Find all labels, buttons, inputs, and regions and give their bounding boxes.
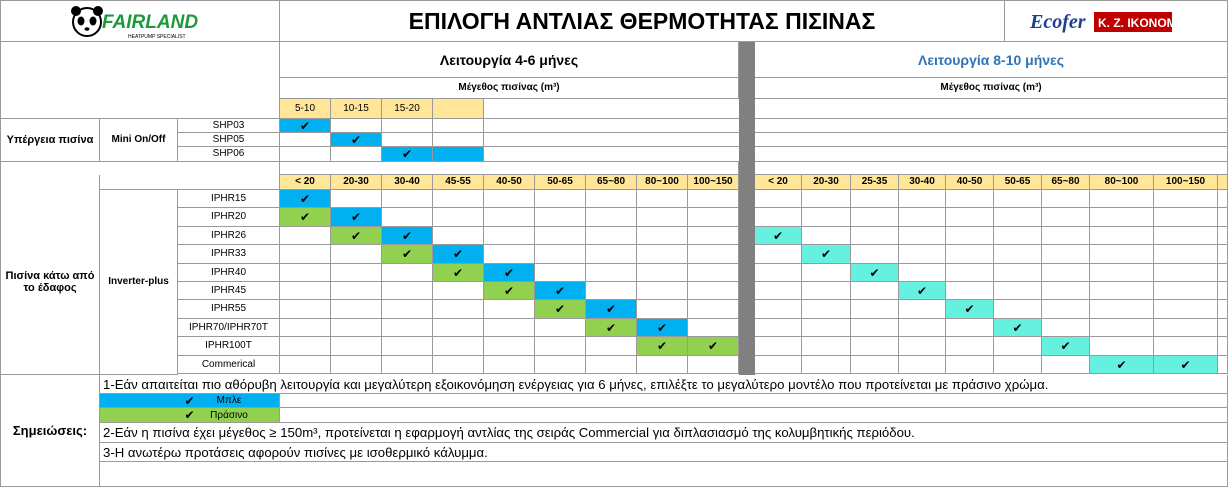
legend-blue-label: Μπλε <box>216 395 242 406</box>
grid-cell <box>899 208 946 227</box>
grid-cell <box>484 319 535 337</box>
grid-cell <box>484 337 535 356</box>
svg-text:FAIRLAND: FAIRLAND <box>102 12 199 33</box>
grid-cell <box>280 264 331 282</box>
legend-green-swatch: ✔ <box>100 408 280 423</box>
grid-cell <box>755 245 802 264</box>
grid-cell <box>1090 190 1154 208</box>
grid-cell <box>899 227 946 245</box>
size-header-8-10: 25-35 <box>851 175 899 190</box>
grid-cell <box>994 264 1042 282</box>
header-blank-8-10 <box>755 99 1228 119</box>
model-label: IPHR100T <box>178 337 280 356</box>
grid-cell <box>586 356 637 374</box>
model-label: SHP05 <box>178 133 280 147</box>
size-header-8-10: < 20 <box>755 175 802 190</box>
recommendation-green: ✔ <box>382 245 433 264</box>
notes-label: Σημειώσεις: <box>1 375 100 487</box>
grid-cell <box>899 356 946 374</box>
model-label: SHP03 <box>178 119 280 133</box>
grid-cell <box>755 300 802 319</box>
model-label: IPHR40 <box>178 264 280 282</box>
grid-cell <box>586 245 637 264</box>
grid-cell <box>851 282 899 300</box>
grid-cell <box>1042 282 1090 300</box>
grid-cell <box>899 337 946 356</box>
grid-cell-tail <box>1218 227 1228 245</box>
corner-blank <box>1 42 280 119</box>
grid-cell <box>755 319 802 337</box>
grid-cell <box>280 245 331 264</box>
grid-cell <box>994 227 1042 245</box>
grid-cell <box>1154 282 1218 300</box>
grid-cell <box>851 319 899 337</box>
above-ground-label: Υπέργεια πισίνα <box>1 119 100 162</box>
recommendation-8-10: ✔ <box>851 264 899 282</box>
grid-cell <box>802 227 851 245</box>
grid-cell <box>802 356 851 374</box>
grid-cell <box>1154 300 1218 319</box>
grid-cell <box>433 300 484 319</box>
grid-cell <box>946 356 994 374</box>
grid-cell <box>637 300 688 319</box>
size-header-4-6: 100~150 <box>688 175 739 190</box>
logo-fairland <box>0 0 280 42</box>
grid-cell <box>946 264 994 282</box>
recommendation-8-10: ✔ <box>1042 337 1090 356</box>
grid-cell-tail <box>1218 282 1228 300</box>
grid-cell <box>1090 208 1154 227</box>
grid-cell <box>994 300 1042 319</box>
grid-cell <box>688 319 739 337</box>
grid-cell <box>1154 208 1218 227</box>
size-header-8-10: 50-65 <box>994 175 1042 190</box>
svg-text:K. Z. IKONOMOU: K. Z. IKONOMOU <box>1098 16 1195 30</box>
model-label: IPHR55 <box>178 300 280 319</box>
size-header-4-6: 40-50 <box>484 175 535 190</box>
grid-cell <box>802 208 851 227</box>
recommendation-green: ✔ <box>637 337 688 356</box>
fairland-logo-icon <box>10 1 270 41</box>
grid-cell <box>331 245 382 264</box>
grid-cell <box>1042 300 1090 319</box>
grid-cell <box>484 208 535 227</box>
grid-cell <box>382 337 433 356</box>
grid-cell-tail <box>1218 356 1228 374</box>
grid-cell <box>1154 227 1218 245</box>
model-label: IPHR20 <box>178 208 280 227</box>
grid-cell <box>994 337 1042 356</box>
grid-cell <box>382 190 433 208</box>
grid-cell <box>688 208 739 227</box>
grid-cell <box>946 245 994 264</box>
in-ground-label: Πισίνα κάτω από το έδαφος <box>1 190 100 375</box>
spacer-8-10 <box>755 162 1228 175</box>
grid-cell <box>946 319 994 337</box>
grid-cell <box>1090 282 1154 300</box>
grid-cell <box>433 208 484 227</box>
recommendation-green: ✔ <box>331 227 382 245</box>
legend-blue-swatch: ✔ <box>100 394 280 408</box>
grid-cell <box>280 356 331 374</box>
grid-cell <box>535 319 586 337</box>
grid-cell <box>802 190 851 208</box>
recommendation-green: ✔ <box>535 300 586 319</box>
grid-cell-tail <box>1218 319 1228 337</box>
grid-cell <box>382 264 433 282</box>
grid-cell <box>755 282 802 300</box>
size-header-tail <box>1218 175 1228 190</box>
grid-cell <box>280 300 331 319</box>
grid-cell <box>280 319 331 337</box>
recommendation-blue: ✔ <box>484 264 535 282</box>
size-header-8-10: 20-30 <box>802 175 851 190</box>
grid-cell <box>637 208 688 227</box>
above-ground-size-header: 15-20 <box>382 99 433 119</box>
recommendation-blue: ✔ <box>586 300 637 319</box>
model-label: IPHR70/IPHR70T <box>178 319 280 337</box>
note-3: 3-Η ανωτέρω προτάσεις αφορούν πισίνες με ισοθερμικό κάλυμμα. <box>100 443 1228 462</box>
grid-cell <box>946 337 994 356</box>
grid-cell <box>851 190 899 208</box>
grid-cell <box>755 356 802 374</box>
grid-cell <box>1042 245 1090 264</box>
size-header-4-6: < 20 <box>280 175 331 190</box>
grid-cell <box>331 190 382 208</box>
page-title: ΕΠΙΛΟΓΗ ΑΝΤΛΙΑΣ ΘΕΡΜΟΤΗΤΑΣ ΠΙΣΙΝΑΣ <box>280 0 1005 42</box>
above-ground-group: Mini On/Off <box>100 119 178 162</box>
above-ground-size-header: 10-15 <box>331 99 382 119</box>
grid-cell <box>433 319 484 337</box>
grid-cell <box>331 356 382 374</box>
grid-cell <box>535 190 586 208</box>
season-divider <box>739 42 755 375</box>
recommendation-blue: ✔ <box>382 227 433 245</box>
operation-8-10-header: Λειτουργία 8-10 μήνες <box>755 42 1228 78</box>
recommendation-8-10: ✔ <box>755 227 802 245</box>
grid-cell <box>484 245 535 264</box>
recommendation-8-10: ✔ <box>994 319 1042 337</box>
model-label: SHP06 <box>178 147 280 162</box>
size-header-4-6: 80~100 <box>637 175 688 190</box>
grid-cell-tail <box>1218 190 1228 208</box>
grid-cell-tail <box>1218 245 1228 264</box>
recommendation-8-10: ✔ <box>899 282 946 300</box>
grid-cell-blank <box>484 119 739 133</box>
pool-size-label-4-6: Μέγεθος πισίνας (m³) <box>280 78 739 99</box>
grid-cell <box>688 190 739 208</box>
recommendation-blue: ✔ <box>637 319 688 337</box>
grid-cell <box>755 264 802 282</box>
grid-cell <box>382 282 433 300</box>
recommendation-green: ✔ <box>280 208 331 227</box>
grid-cell <box>382 208 433 227</box>
grid-cell <box>586 337 637 356</box>
grid-cell <box>586 282 637 300</box>
grid-cell <box>586 208 637 227</box>
grid-cell <box>1154 190 1218 208</box>
blue-fill <box>433 147 484 162</box>
pool-size-label-8-10: Μέγεθος πισίνας (m³) <box>755 78 1228 99</box>
in-ground-header-blank-2 <box>100 175 280 190</box>
grid-cell <box>331 147 382 162</box>
above-ground-size-header-empty <box>433 99 484 119</box>
grid-cell <box>802 300 851 319</box>
grid-cell-blank-8-10 <box>755 147 1228 162</box>
grid-cell <box>433 119 484 133</box>
grid-cell <box>1090 300 1154 319</box>
grid-cell-tail <box>1218 337 1228 356</box>
grid-cell <box>1154 264 1218 282</box>
operation-4-6-header: Λειτουργία 4-6 μήνες <box>280 42 739 78</box>
grid-cell <box>433 190 484 208</box>
size-header-4-6: 20-30 <box>331 175 382 190</box>
grid-cell <box>688 300 739 319</box>
grid-cell <box>280 147 331 162</box>
grid-cell <box>586 190 637 208</box>
grid-cell <box>331 264 382 282</box>
grid-cell <box>484 356 535 374</box>
recommendation-green: ✔ <box>484 282 535 300</box>
grid-cell <box>688 282 739 300</box>
grid-cell <box>280 227 331 245</box>
grid-cell <box>280 133 331 147</box>
grid-cell <box>688 245 739 264</box>
grid-cell <box>382 356 433 374</box>
grid-cell <box>535 356 586 374</box>
grid-cell <box>484 190 535 208</box>
svg-text:Ecofer: Ecofer <box>1030 11 1086 33</box>
grid-cell <box>433 282 484 300</box>
logo-ecofer <box>1005 0 1228 42</box>
above-ground-header-blank <box>484 99 739 119</box>
grid-cell <box>637 227 688 245</box>
grid-cell <box>1042 319 1090 337</box>
grid-cell <box>331 300 382 319</box>
grid-cell <box>1154 245 1218 264</box>
grid-cell <box>382 300 433 319</box>
grid-cell <box>637 190 688 208</box>
size-header-8-10: 30-40 <box>899 175 946 190</box>
grid-cell <box>637 245 688 264</box>
size-header-8-10: 65~80 <box>1042 175 1090 190</box>
grid-cell <box>1154 337 1218 356</box>
grid-cell <box>433 356 484 374</box>
recommendation-blue: ✔ <box>331 208 382 227</box>
grid-cell <box>1090 245 1154 264</box>
grid-cell <box>802 319 851 337</box>
in-ground-group: Inverter-plus <box>100 190 178 375</box>
note-blank <box>100 462 1228 487</box>
model-label: IPHR15 <box>178 190 280 208</box>
grid-cell <box>851 245 899 264</box>
grid-cell <box>586 227 637 245</box>
grid-cell <box>433 227 484 245</box>
grid-cell <box>851 227 899 245</box>
grid-cell <box>433 133 484 147</box>
note-1: 1-Εάν απαιτείται πιο αθόρυβη λειτουργία και μεγαλύτερη εξοικονόμηση ενέργειας για 6 μήνες, επιλέξτε το μεγαλύτερο μοντέλο που προτείνεται με πράσινο χρώμα. <box>100 375 1228 394</box>
recommendation-blue: ✔ <box>280 190 331 208</box>
size-header-8-10: 80~100 <box>1090 175 1154 190</box>
grid-cell <box>535 227 586 245</box>
grid-cell <box>899 300 946 319</box>
grid-cell <box>946 208 994 227</box>
above-ground-size-header: 5-10 <box>280 99 331 119</box>
grid-cell <box>331 282 382 300</box>
grid-cell <box>484 300 535 319</box>
size-header-4-6: 65~80 <box>586 175 637 190</box>
grid-cell <box>688 356 739 374</box>
grid-cell <box>382 119 433 133</box>
grid-cell <box>994 208 1042 227</box>
legend-green-label: Πράσινο <box>210 409 248 421</box>
model-label: IPHR45 <box>178 282 280 300</box>
grid-cell <box>637 356 688 374</box>
grid-cell <box>1042 356 1090 374</box>
in-ground-corner-blank <box>1 162 280 175</box>
grid-cell <box>484 227 535 245</box>
recommendation-8-10: ✔ <box>1090 356 1154 374</box>
recommendation-green: ✔ <box>586 319 637 337</box>
legend-green-spacer <box>280 408 1228 423</box>
recommendation-8-10: ✔ <box>1154 356 1218 374</box>
legend-blue-spacer <box>280 394 1228 408</box>
grid-cell <box>1042 190 1090 208</box>
grid-cell <box>946 190 994 208</box>
recommendation-blue: ✔ <box>382 147 433 162</box>
size-header-4-6: 30-40 <box>382 175 433 190</box>
svg-text:HEATPUMP SPECIALIST: HEATPUMP SPECIALIST <box>128 34 186 40</box>
grid-cell-blank-8-10 <box>755 133 1228 147</box>
grid-cell <box>994 282 1042 300</box>
recommendation-8-10: ✔ <box>946 300 994 319</box>
grid-cell <box>688 264 739 282</box>
grid-cell <box>851 208 899 227</box>
grid-cell <box>1090 337 1154 356</box>
grid-cell <box>688 227 739 245</box>
grid-cell <box>1042 227 1090 245</box>
grid-cell <box>280 337 331 356</box>
grid-cell-tail <box>1218 264 1228 282</box>
grid-cell <box>755 337 802 356</box>
grid-cell <box>1154 319 1218 337</box>
grid-cell <box>586 264 637 282</box>
grid-cell <box>802 282 851 300</box>
grid-cell <box>899 190 946 208</box>
model-label: IPHR33 <box>178 245 280 264</box>
grid-cell <box>331 319 382 337</box>
grid-cell <box>994 356 1042 374</box>
grid-cell-blank <box>484 147 739 162</box>
grid-cell <box>535 264 586 282</box>
size-header-8-10: 100~150 <box>1154 175 1218 190</box>
size-header-4-6: 50-65 <box>535 175 586 190</box>
grid-cell <box>1042 264 1090 282</box>
spacer-4-6 <box>280 162 739 175</box>
grid-cell <box>1090 319 1154 337</box>
grid-cell-blank <box>484 133 739 147</box>
recommendation-green: ✔ <box>688 337 739 356</box>
grid-cell <box>899 245 946 264</box>
size-header-4-6: 45-55 <box>433 175 484 190</box>
recommendation-green: ✔ <box>433 264 484 282</box>
grid-cell <box>899 319 946 337</box>
grid-cell <box>637 282 688 300</box>
grid-cell <box>382 319 433 337</box>
grid-cell <box>280 282 331 300</box>
model-label: Commerical <box>178 356 280 374</box>
grid-cell <box>851 356 899 374</box>
grid-cell <box>433 337 484 356</box>
recommendation-blue: ✔ <box>331 133 382 147</box>
size-header-8-10: 40-50 <box>946 175 994 190</box>
grid-cell <box>1090 227 1154 245</box>
grid-cell <box>755 208 802 227</box>
grid-cell <box>1042 208 1090 227</box>
grid-cell <box>1090 264 1154 282</box>
recommendation-8-10: ✔ <box>802 245 851 264</box>
grid-cell <box>802 264 851 282</box>
grid-cell <box>331 337 382 356</box>
grid-cell <box>535 208 586 227</box>
in-ground-header-blank <box>1 175 100 190</box>
recommendation-blue: ✔ <box>433 245 484 264</box>
grid-cell <box>535 245 586 264</box>
grid-cell <box>994 245 1042 264</box>
grid-cell <box>535 337 586 356</box>
grid-cell <box>637 264 688 282</box>
grid-cell-tail <box>1218 300 1228 319</box>
note-2: 2-Εάν η πισίνα έχει μέγεθος ≥ 150m³, προτείνεται η εφαρμογή αντλίας της σειράς Commercial για διπλασιασμό της κολυμβητικής περιόδου. <box>100 423 1228 443</box>
grid-cell <box>946 227 994 245</box>
grid-cell-blank-8-10 <box>755 119 1228 133</box>
grid-cell <box>331 119 382 133</box>
recommendation-blue: ✔ <box>535 282 586 300</box>
grid-cell-tail <box>1218 208 1228 227</box>
recommendation-blue: ✔ <box>280 119 331 133</box>
model-label: IPHR26 <box>178 227 280 245</box>
grid-cell <box>755 190 802 208</box>
grid-cell <box>382 133 433 147</box>
grid-cell <box>851 300 899 319</box>
grid-cell <box>851 337 899 356</box>
grid-cell <box>802 337 851 356</box>
ecofer-logo-icon <box>1026 6 1206 36</box>
grid-cell <box>899 264 946 282</box>
grid-cell <box>946 282 994 300</box>
grid-cell <box>994 190 1042 208</box>
